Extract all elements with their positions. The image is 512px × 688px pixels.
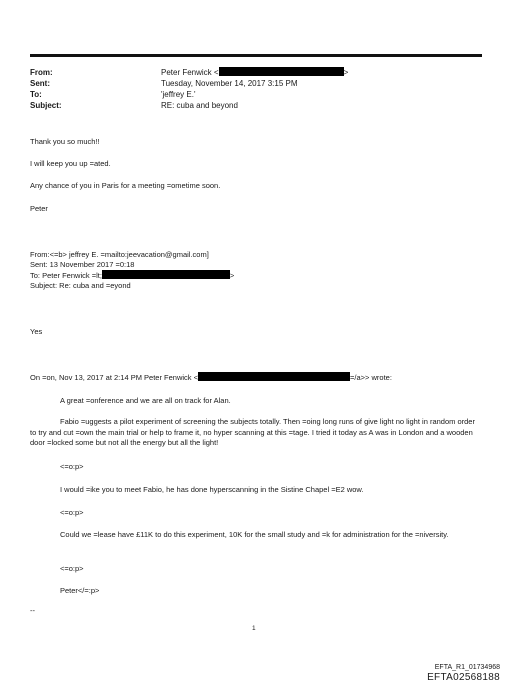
reply-line-1: Thank you so much!!: [30, 137, 100, 146]
quoted-paragraph-5: Peter</=:p>: [60, 586, 100, 595]
page-number: 1: [252, 625, 256, 632]
from-name: Peter Fenwick <: [161, 68, 219, 77]
quoted-paragraph-4: Could we =lease have £11K to do this experiment, 10K for the small study and =k for administration for the =niversity.: [60, 530, 449, 539]
subject-label: Subject:: [30, 101, 62, 110]
reply-signature: Peter: [30, 204, 48, 213]
from-label: From:: [30, 68, 53, 77]
bates-reference-large: EFTA02568188: [427, 672, 500, 683]
reply-line-2: I will keep you up =ated.: [30, 159, 111, 168]
quoted-subject-line: Subject: Re: cuba and =eyond: [30, 281, 131, 290]
reply-line-3: Any chance of you in Paris for a meeting =ometime soon.: [30, 181, 221, 190]
redaction-block: [198, 372, 350, 381]
quoted-from-line: From:<=b> jeffrey E. =mailto:jeevacation@gmail.com]: [30, 250, 209, 259]
quoted-sent-line: Sent: 13 November 2017 =0:18: [30, 260, 135, 269]
sent-value: Tuesday, November 14, 2017 3:15 PM: [161, 79, 298, 88]
from-tail: >: [343, 68, 349, 77]
quoted-op-1: <=o:p>: [60, 462, 84, 471]
bates-reference-small: EFTA_R1_01734968: [434, 664, 500, 671]
sent-label: Sent:: [30, 79, 50, 88]
quoted-to-tail: >: [229, 271, 235, 280]
on-wrote-line: [30, 372, 392, 383]
to-label: To:: [30, 90, 42, 99]
quoted-paragraph-1: A great =onference and we are all on track for Alan.: [60, 396, 231, 405]
on-wrote-prefix: On =on, Nov 13, 2017 at 2:14 PM Peter Fenwick <: [30, 373, 199, 382]
quoted-to-text: To: Peter Fenwick =lt;: [30, 271, 102, 280]
from-value: [161, 67, 348, 78]
quoted-to-line: [30, 270, 234, 281]
quoted-op-3: <=o:p>: [60, 564, 84, 573]
header-divider: [30, 54, 482, 57]
on-wrote-suffix: =/a>> wrote:: [350, 373, 392, 382]
quoted-op-2: <=o:p>: [60, 508, 84, 517]
yes-reply: Yes: [30, 327, 43, 336]
to-value: 'jeffrey E.': [161, 90, 196, 99]
redaction-block: [219, 67, 344, 76]
quoted-paragraph-2: Fabio =uggests a pilot experiment of screening the subjects totally. Then =oing long runs of give light no light in random order to try and cut =own the main trial or help to frame it, no hyper scanning at this =tage. I tried it today as A was in London and a wooden door =locked some but not all the energy but all the light!: [30, 417, 475, 447]
quoted-ellipsis: --: [30, 606, 35, 615]
subject-value: RE: cuba and beyond: [161, 101, 238, 110]
redaction-block: [102, 270, 230, 279]
quoted-paragraph-3: I would =ike you to meet Fabio, he has done hyperscanning in the Sistine Chapel =E2 wow.: [60, 485, 364, 494]
